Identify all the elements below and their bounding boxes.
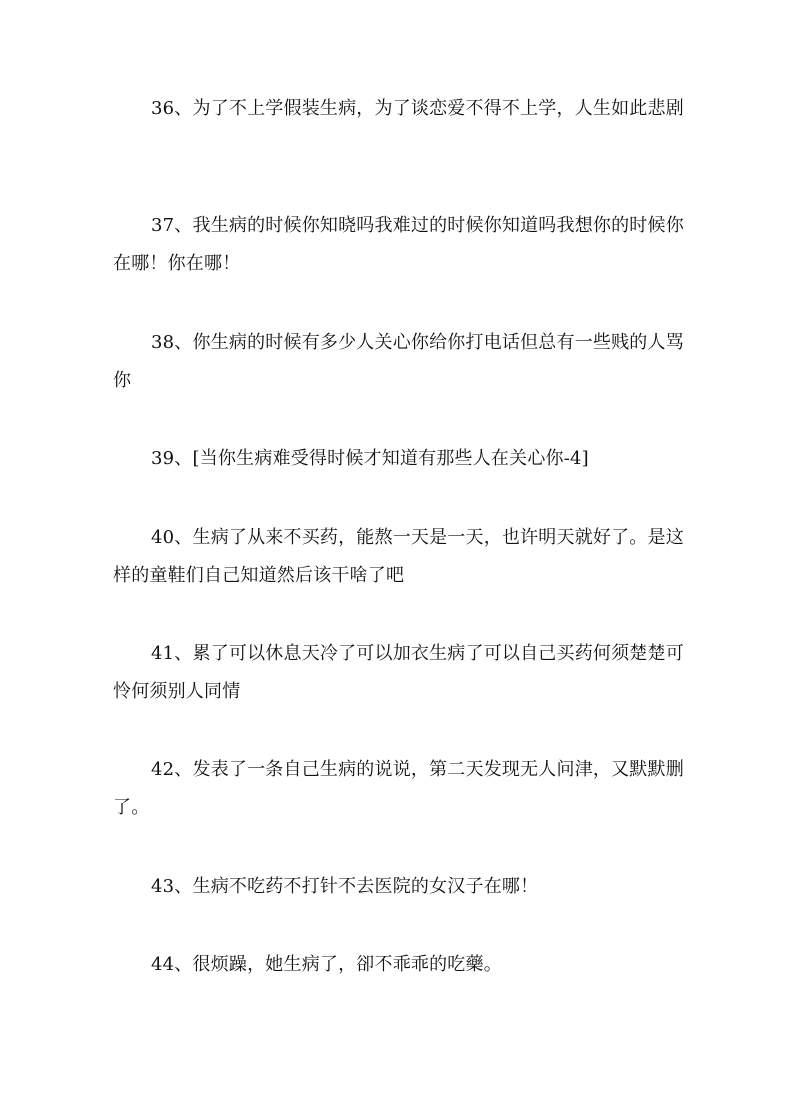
paragraph-44: 44、很烦躁，她生病了，卻不乖乖的吃藥。 — [151, 954, 502, 975]
paragraph-40: 40、生病了从来不买药，能熬一天是一天，也许明天就好了。是这样的童鞋们自己知道然后该干啥了吧 — [113, 527, 684, 586]
paragraph-43: 43、生病不吃药不打针不去医院的女汉子在哪！ — [151, 876, 539, 897]
paragraph-37: 37、我生病的时候你知晓吗我难过的时候你知道吗我想你的时候你在哪！你在哪！ — [113, 215, 684, 274]
paragraph-42: 42、发表了一条自己生病的说说，第二天发现无人问津，又默默删了。 — [113, 759, 684, 818]
paragraph-38: 38、你生病的时候有多少人关心你给你打电话但总有一些贱的人骂你 — [113, 332, 684, 391]
paragraph-41: 41、累了可以休息天冷了可以加衣生病了可以自己买药何须楚楚可怜何须别人同情 — [113, 643, 684, 702]
paragraph-36: 36、为了不上学假装生病，为了谈恋爱不得不上学，人生如此悲剧 — [151, 98, 684, 119]
paragraph-39: 39、[当你生病难受得时候才知道有那些人在关心你-4] — [151, 448, 589, 469]
